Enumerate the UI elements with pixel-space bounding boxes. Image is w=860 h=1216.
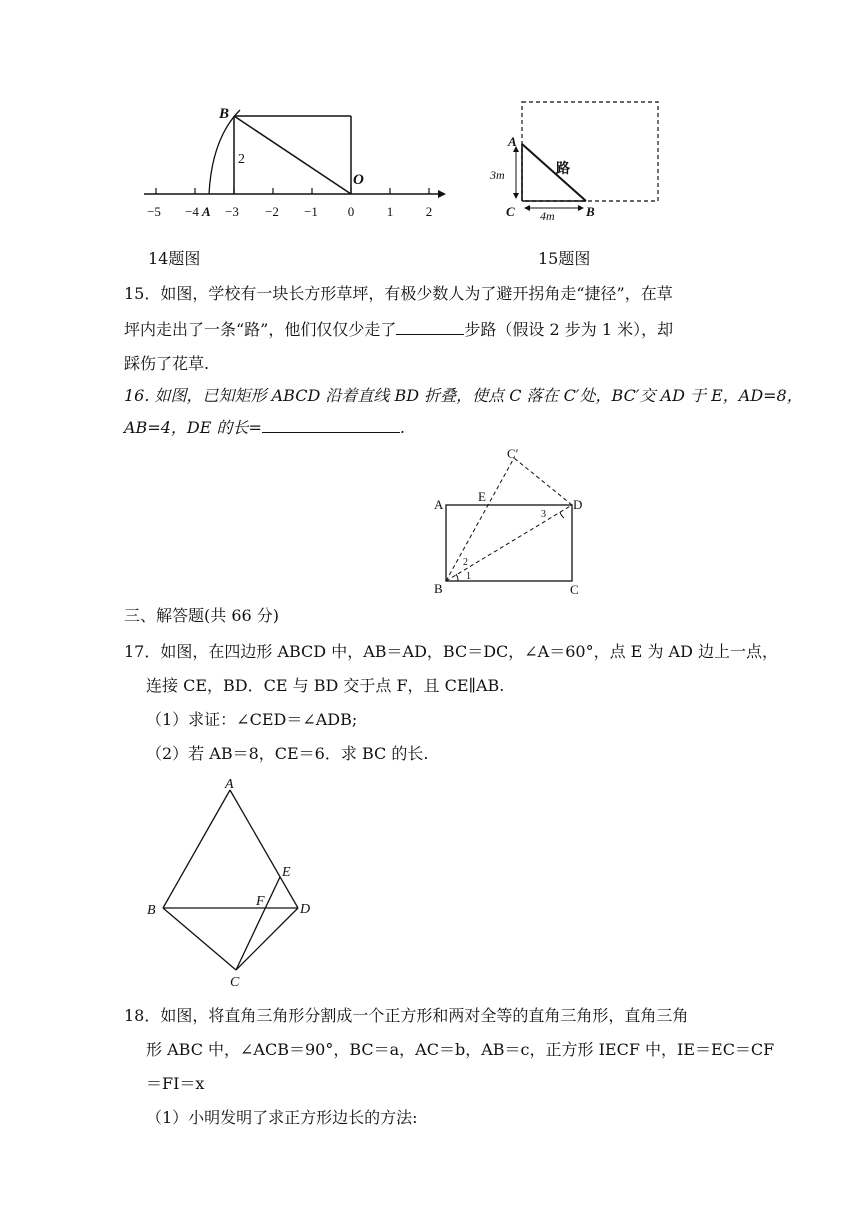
axis-arrow (438, 190, 446, 198)
angle-label-1: 1 (466, 571, 471, 582)
answer-blank-15[interactable] (396, 318, 464, 335)
tick-label: 1 (386, 204, 394, 219)
q17-line2: 连接 CE，BD．CE 与 BD 交于点 F，且 CE∥AB. (146, 676, 505, 695)
label-d: D (300, 902, 311, 917)
fold-bd (446, 505, 572, 581)
tick-label: −5 (147, 204, 161, 219)
label-f: F (256, 894, 265, 909)
q17-line1: 17．如图，在四边形 ABCD 中，AB＝AD，BC＝DC，∠A＝60°，点 E 为 AD 边上一点， (124, 642, 779, 661)
angle-label-2: 2 (463, 557, 468, 568)
q15-line2-post: 步路（假设 2 步为 1 米），却 (464, 320, 674, 339)
label-e: E (478, 489, 486, 504)
label-a: A (202, 204, 211, 219)
q16-line2 (124, 416, 405, 440)
label-road: 路 (556, 162, 570, 177)
q17-part1: （1）求证：∠CED＝∠ADB; (146, 710, 358, 729)
segment-bc (163, 908, 236, 970)
tick-label: −2 (265, 204, 279, 219)
tick-label: −4 (185, 204, 199, 219)
angle-label-3: 3 (541, 509, 546, 520)
label-c-prime: C′ (507, 446, 519, 461)
q18-line3: ＝FI＝x (146, 1074, 205, 1093)
tick-label: −3 (225, 204, 239, 219)
q15-line1: 15．如图，学校有一块长方形草坪，有极少数人为了避开拐角走“捷径”，在草 (124, 284, 673, 303)
label-b: B (434, 581, 443, 596)
arc-b-to-a (209, 110, 240, 194)
label-c: C (570, 582, 579, 597)
q16-line2-post: . (399, 418, 405, 437)
segment-dc-prime (514, 458, 572, 505)
q15-line2 (124, 318, 673, 342)
label-4m: 4m (540, 209, 555, 223)
segment-ce (236, 877, 280, 970)
segment-dc (236, 908, 298, 970)
label-b: B (219, 106, 230, 122)
tick-label: −1 (304, 204, 318, 219)
label-height: 2 (238, 152, 245, 167)
road-ab (522, 144, 586, 201)
q18-line2: 形 ABC 中，∠ACB＝90°，BC＝a，AC＝b，AB＝c，正方形 IECF 中，IE＝EC＝CF (146, 1040, 775, 1059)
caption-15: 15题图 (538, 249, 591, 268)
tick-label: 0 (347, 204, 355, 219)
q15-line2-pre: 坪内走出了一条“路”，他们仅仅少走了 (124, 320, 397, 339)
q16-line1: 16. 如图，已知矩形 ABCD 沿着直线 BD 折叠，使点 C 落在 C′处，BC′交 AD 于 E，AD=8， (124, 386, 803, 405)
label-e: E (282, 865, 291, 880)
segment-bc-prime (446, 458, 514, 581)
q15-line3: 踩伤了花草. (124, 354, 210, 373)
label-c: C (230, 975, 240, 990)
figure-17 (142, 774, 322, 990)
label-a: A (508, 134, 517, 149)
label-a: A (434, 497, 444, 512)
segment-ab (163, 790, 230, 908)
tick-label: 2 (425, 204, 433, 219)
q16-line2-pre: AB=4，DE 的长= (124, 418, 262, 437)
label-a: A (225, 777, 234, 792)
label-b: B (586, 204, 595, 219)
label-3m: 3m (490, 168, 505, 182)
q18-part1: （1）小明发明了求正方形边长的方法: (146, 1108, 418, 1127)
label-c: C (506, 204, 515, 219)
angle-arc-d (560, 512, 564, 518)
q17-part2: （2）若 AB＝8，CE＝6．求 BC 的长. (146, 744, 429, 763)
label-o: O (353, 172, 364, 188)
figure-15 (486, 94, 666, 224)
q18-line1: 18．如图，将直角三角形分割成一个正方形和两对全等的直角三角形，直角三角 (124, 1006, 689, 1025)
lawn-rectangle (522, 102, 658, 201)
caption-14: 14题图 (148, 249, 201, 268)
angle-arc-b (456, 574, 458, 581)
label-d: D (573, 497, 583, 512)
answer-blank-16[interactable] (262, 416, 400, 433)
figure-14 (140, 98, 450, 223)
segment-ad (230, 790, 298, 908)
segment-bo (234, 116, 351, 194)
label-b: B (147, 903, 156, 918)
section-title: 三、解答题(共 66 分) (124, 606, 280, 625)
figure-16 (428, 444, 588, 600)
